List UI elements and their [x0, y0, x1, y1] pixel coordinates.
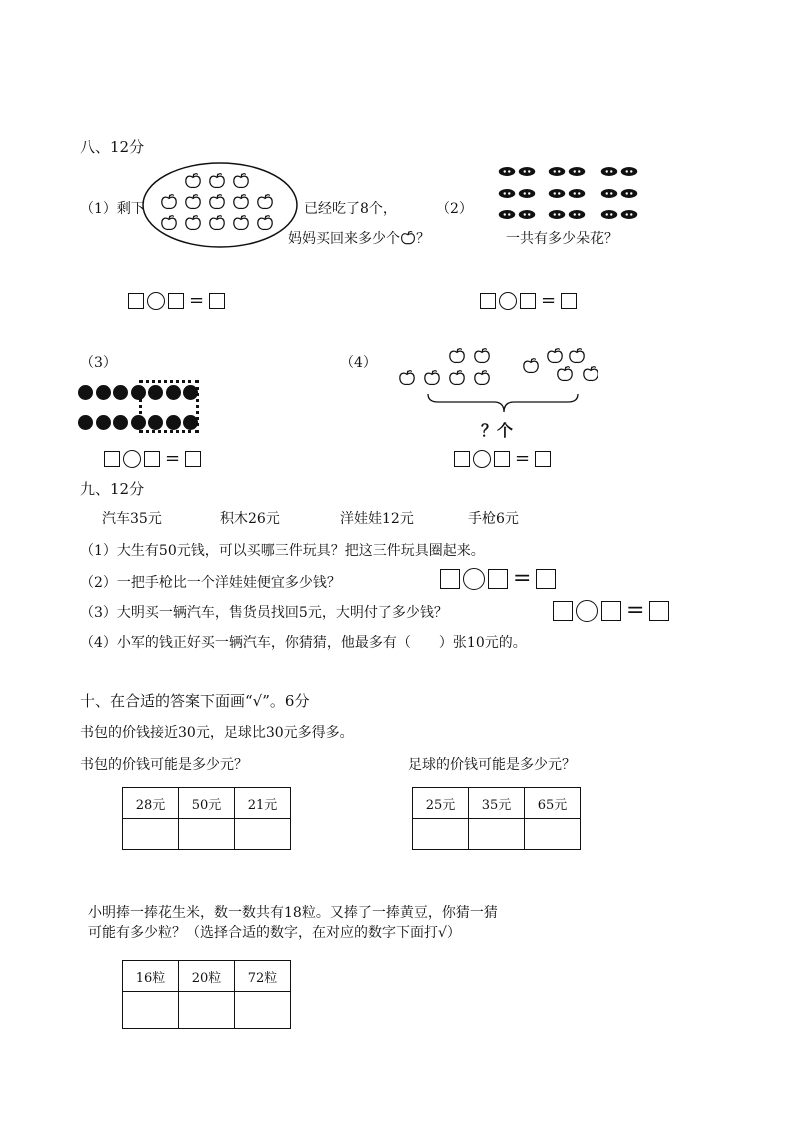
peanut-option: 20粒: [179, 961, 235, 992]
peanut-option: 16粒: [123, 961, 179, 992]
peanut-option: 72粒: [235, 961, 291, 992]
section-8-heading: 八、12分: [80, 138, 145, 156]
q1-text-eaten: 已经吃了8个，: [304, 201, 397, 217]
s9-question-4: （4）小军的钱正好买一辆汽车，你猜猜，他最多有（ ）张10元的。: [80, 635, 527, 651]
apple-oval-illustration: [140, 160, 300, 250]
section-10-heading: 十、在合适的答案下面画“√”。6分: [80, 692, 310, 710]
q1-label: （1）剩下: [80, 201, 145, 217]
peanut-answer-cell[interactable]: [123, 992, 179, 1029]
peanut-text-2: 可能有多少粒？（选择合适的数字，在对应的数字下面打√）: [88, 925, 461, 941]
s10-intro: 书包的价钱接近30元，足球比30元多得多。: [80, 725, 354, 741]
toy-gun-price: 手枪6元: [468, 511, 519, 527]
toy-car-price: 汽车35元: [102, 511, 162, 527]
apple-icon: [400, 230, 416, 246]
bag-question: 书包的价钱可能是多少元？: [80, 757, 248, 773]
peanut-text-1: 小明捧一捧花生米，数一数共有18粒。又捧了一捧黄豆，你猜一猜: [88, 905, 498, 921]
ball-answer-cell[interactable]: [469, 819, 525, 850]
bag-answer-cell[interactable]: [235, 819, 291, 850]
toy-blocks-price: 积木26元: [220, 511, 280, 527]
ball-answer-table: [412, 787, 581, 850]
ball-option: 65元: [525, 788, 581, 819]
q4-equation-blank[interactable]: =: [454, 450, 551, 468]
q4-brace-label: ？个: [481, 421, 514, 440]
bag-answer-cell[interactable]: [179, 819, 235, 850]
q3-label: （3）: [80, 355, 117, 371]
q1-equation-blank[interactable]: =: [128, 292, 225, 310]
peanut-answer-cell[interactable]: [235, 992, 291, 1029]
s9-question-2: （2）一把手枪比一个洋娃娃便宜多少钱？: [80, 575, 341, 591]
s9-question-3: （3）大明买一辆汽车，售货员找回5元，大明付了多少钱？: [80, 605, 448, 621]
bag-answer-cell[interactable]: [123, 819, 179, 850]
q3-equation-blank[interactable]: =: [104, 450, 201, 468]
s9-q3-equation-blank[interactable]: =: [553, 600, 669, 622]
apple-brace-illustration: [398, 344, 598, 416]
q2-label: （2）: [436, 201, 473, 217]
q2-equation-blank[interactable]: =: [480, 292, 577, 310]
dotted-selection-box: [139, 380, 199, 433]
toy-doll-price: 洋娃娃12元: [340, 511, 414, 527]
q2-question: 一共有多少朵花？: [506, 231, 618, 247]
ball-question: 足球的价钱可能是多少元？: [408, 757, 576, 773]
peanut-answer-cell[interactable]: [179, 992, 235, 1029]
ball-option: 35元: [469, 788, 525, 819]
section-9-heading: 九、12分: [80, 480, 145, 498]
ball-option: 25元: [413, 788, 469, 819]
q1-text-question: 妈妈买回来多少个 ？: [288, 231, 430, 247]
bag-answer-table: [122, 787, 291, 850]
ball-answer-cell[interactable]: [413, 819, 469, 850]
peanut-answer-table: [122, 960, 291, 1029]
bag-option: 28元: [123, 788, 179, 819]
flower-groups-illustration: [498, 164, 638, 226]
bag-option: 21元: [235, 788, 291, 819]
s9-q2-equation-blank[interactable]: =: [440, 568, 556, 590]
s9-question-1: （1）大生有50元钱，可以买哪三件玩具？把这三件玩具圈起来。: [80, 543, 485, 559]
q4-label: （4）: [340, 355, 377, 371]
bag-option: 50元: [179, 788, 235, 819]
ball-answer-cell[interactable]: [525, 819, 581, 850]
